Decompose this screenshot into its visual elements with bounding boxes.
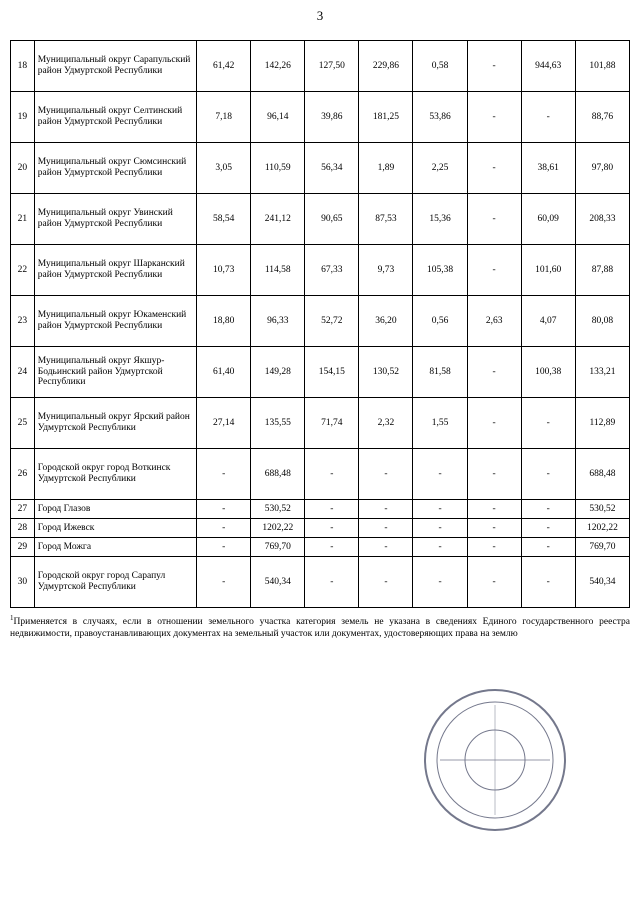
value-cell: - (305, 557, 359, 608)
value-cell: 2,25 (413, 143, 467, 194)
footnote-marker: 1 (10, 614, 14, 622)
value-cell: - (197, 519, 251, 538)
value-cell: - (467, 92, 521, 143)
municipality-name: Муниципальный округ Шарканский район Удмуртской Республики (34, 245, 196, 296)
table-row (11, 557, 630, 608)
row-number: 22 (11, 245, 35, 296)
municipality-name: Муниципальный округ Сарапульский район Удмуртской Республики (34, 41, 196, 92)
value-cell: 688,48 (575, 449, 629, 500)
row-number: 21 (11, 194, 35, 245)
row-number: 19 (11, 92, 35, 143)
value-cell: 7,18 (197, 92, 251, 143)
value-cell: 38,61 (521, 143, 575, 194)
value-cell: - (413, 449, 467, 500)
row-number: 27 (11, 500, 35, 519)
value-cell: - (359, 557, 413, 608)
value-cell: 114,58 (251, 245, 305, 296)
municipality-name: Муниципальный округ Увинский район Удмуртской Республики (34, 194, 196, 245)
page-number: 3 (316, 8, 324, 23)
municipality-name: Город Глазов (34, 500, 196, 519)
footnote (10, 614, 630, 641)
value-cell: - (359, 519, 413, 538)
value-cell: 229,86 (359, 41, 413, 92)
value-cell: 1202,22 (575, 519, 629, 538)
value-cell: 133,21 (575, 347, 629, 398)
value-cell: 112,89 (575, 398, 629, 449)
value-cell: - (521, 519, 575, 538)
table-row (11, 41, 630, 92)
row-number: 28 (11, 519, 35, 538)
table-row (11, 194, 630, 245)
table-row (11, 92, 630, 143)
table-row (11, 500, 630, 519)
value-cell: 90,65 (305, 194, 359, 245)
value-cell: - (413, 538, 467, 557)
value-cell: 52,72 (305, 296, 359, 347)
value-cell: - (413, 500, 467, 519)
municipality-name: Город Можга (34, 538, 196, 557)
municipality-name: Городской округ город Сарапул Удмуртской Республики (34, 557, 196, 608)
value-cell: 540,34 (251, 557, 305, 608)
value-cell: - (467, 41, 521, 92)
value-cell: 96,14 (251, 92, 305, 143)
row-number: 24 (11, 347, 35, 398)
value-cell: 130,52 (359, 347, 413, 398)
official-seal-stamp (420, 685, 570, 835)
value-cell: - (521, 557, 575, 608)
value-cell: 540,34 (575, 557, 629, 608)
value-cell: 88,76 (575, 92, 629, 143)
table-body (11, 41, 630, 608)
value-cell: - (467, 519, 521, 538)
table-row (11, 245, 630, 296)
value-cell: - (197, 500, 251, 519)
value-cell: - (467, 143, 521, 194)
value-cell: - (413, 519, 467, 538)
value-cell: 39,86 (305, 92, 359, 143)
value-cell: - (467, 538, 521, 557)
row-number: 25 (11, 398, 35, 449)
value-cell: - (197, 557, 251, 608)
value-cell: - (521, 538, 575, 557)
value-cell: 0,56 (413, 296, 467, 347)
value-cell: 101,60 (521, 245, 575, 296)
table-row (11, 449, 630, 500)
value-cell: 61,40 (197, 347, 251, 398)
value-cell: 4,07 (521, 296, 575, 347)
value-cell: 154,15 (305, 347, 359, 398)
value-cell: 100,38 (521, 347, 575, 398)
value-cell: 530,52 (575, 500, 629, 519)
value-cell: 530,52 (251, 500, 305, 519)
value-cell: - (467, 194, 521, 245)
value-cell: - (467, 500, 521, 519)
value-cell: - (467, 347, 521, 398)
value-cell: - (467, 398, 521, 449)
value-cell: - (467, 557, 521, 608)
value-cell: - (521, 500, 575, 519)
municipality-name: Муниципальный округ Ярский район Удмуртской Республики (34, 398, 196, 449)
value-cell: 58,54 (197, 194, 251, 245)
value-cell: 127,50 (305, 41, 359, 92)
value-cell: 3,05 (197, 143, 251, 194)
value-cell: 241,12 (251, 194, 305, 245)
value-cell: 688,48 (251, 449, 305, 500)
row-number: 23 (11, 296, 35, 347)
value-cell: 135,55 (251, 398, 305, 449)
value-cell: 2,63 (467, 296, 521, 347)
municipality-name: Город Ижевск (34, 519, 196, 538)
value-cell: 769,70 (575, 538, 629, 557)
footnote-text: Применяется в случаях, если в отношении земельного участка категория земель не указана в сведениях Единого государственного реестра недвижимости, правоустанавливающих документах на земельный участок или документах, удостоверяющих права на землю (10, 617, 630, 640)
municipality-name: Муниципальный округ Якшур-Бодьинский район Удмуртской Республики (34, 347, 196, 398)
value-cell: - (359, 538, 413, 557)
table-row (11, 347, 630, 398)
value-cell: - (305, 449, 359, 500)
municipality-name: Муниципальный округ Селтинский район Удмуртской Республики (34, 92, 196, 143)
value-cell: 149,28 (251, 347, 305, 398)
value-cell: - (521, 92, 575, 143)
value-cell: 81,58 (413, 347, 467, 398)
value-cell: 0,58 (413, 41, 467, 92)
value-cell: 87,53 (359, 194, 413, 245)
value-cell: - (197, 538, 251, 557)
value-cell: 1202,22 (251, 519, 305, 538)
municipality-name: Городской округ город Воткинск Удмуртской Республики (34, 449, 196, 500)
value-cell: 1,89 (359, 143, 413, 194)
value-cell: 10,73 (197, 245, 251, 296)
value-cell: 181,25 (359, 92, 413, 143)
table-row (11, 519, 630, 538)
value-cell: - (197, 449, 251, 500)
value-cell: - (305, 538, 359, 557)
value-cell: 96,33 (251, 296, 305, 347)
value-cell: - (521, 398, 575, 449)
value-cell: 36,20 (359, 296, 413, 347)
value-cell: 2,32 (359, 398, 413, 449)
value-cell: - (467, 449, 521, 500)
value-cell: - (467, 245, 521, 296)
value-cell: 110,59 (251, 143, 305, 194)
table-row (11, 296, 630, 347)
value-cell: 101,88 (575, 41, 629, 92)
table-row (11, 398, 630, 449)
municipality-name: Муниципальный округ Юкаменский район Удмуртской Республики (34, 296, 196, 347)
value-cell: 208,33 (575, 194, 629, 245)
value-cell: 87,88 (575, 245, 629, 296)
municipality-name: Муниципальный округ Сюмсинский район Удмуртской Республики (34, 143, 196, 194)
cadastral-value-table (10, 40, 630, 608)
value-cell: 105,38 (413, 245, 467, 296)
table-row (11, 143, 630, 194)
value-cell: 67,33 (305, 245, 359, 296)
value-cell: 27,14 (197, 398, 251, 449)
value-cell: 56,34 (305, 143, 359, 194)
value-cell: 15,36 (413, 194, 467, 245)
row-number: 26 (11, 449, 35, 500)
value-cell: - (359, 449, 413, 500)
value-cell: 60,09 (521, 194, 575, 245)
value-cell: - (305, 519, 359, 538)
value-cell: - (359, 500, 413, 519)
value-cell: 769,70 (251, 538, 305, 557)
value-cell: - (521, 449, 575, 500)
value-cell: - (413, 557, 467, 608)
value-cell: 18,80 (197, 296, 251, 347)
value-cell: 61,42 (197, 41, 251, 92)
value-cell: 80,08 (575, 296, 629, 347)
value-cell: 71,74 (305, 398, 359, 449)
table-row (11, 538, 630, 557)
value-cell: - (305, 500, 359, 519)
value-cell: 142,26 (251, 41, 305, 92)
value-cell: 97,80 (575, 143, 629, 194)
value-cell: 944,63 (521, 41, 575, 92)
value-cell: 53,86 (413, 92, 467, 143)
row-number: 29 (11, 538, 35, 557)
row-number: 18 (11, 41, 35, 92)
value-cell: 1,55 (413, 398, 467, 449)
row-number: 30 (11, 557, 35, 608)
row-number: 20 (11, 143, 35, 194)
value-cell: 9,73 (359, 245, 413, 296)
